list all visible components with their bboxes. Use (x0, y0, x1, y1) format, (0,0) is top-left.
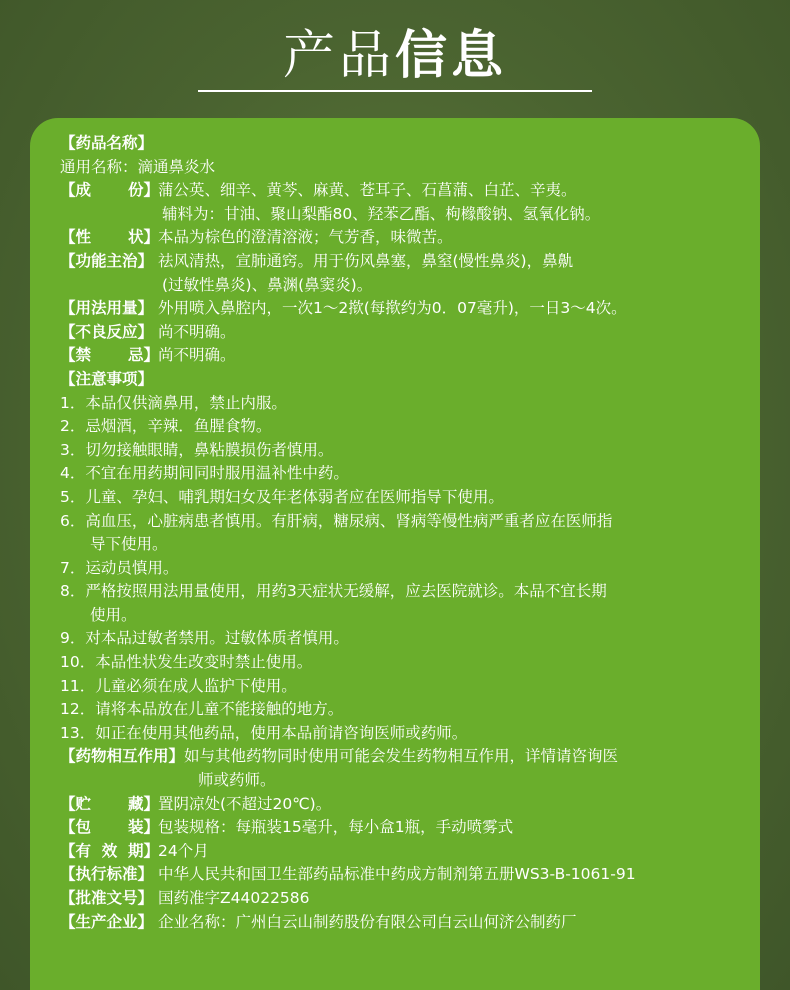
contraindications-row (60, 344, 750, 368)
generic-name-row (60, 156, 750, 180)
validity-label: 【 有 效 期 】 (60, 841, 160, 860)
validity-text: 24个月 (158, 841, 209, 860)
indications-label: 【功能主治】 (60, 251, 154, 270)
approval-row (60, 887, 750, 911)
list-item: 3．切勿接触眼睛，鼻粘膜损伤者慎用。 (60, 440, 334, 459)
drug-name-label: 【药品名称】 (60, 134, 154, 152)
interactions-text: 如与其他药物同时使用可能会发生药物相互作用，详情请咨询医 (184, 747, 619, 766)
indications-text-cont: (过敏性鼻炎)、鼻渊(鼻窦炎)。 (162, 275, 373, 294)
storage-label: 【 贮 藏 】 (60, 794, 160, 813)
interactions-text-cont: 师或药师。 (198, 771, 276, 790)
adverse-row (60, 321, 750, 345)
list-item: 1．本品仅供滴鼻用，禁止内服。 (60, 393, 287, 412)
drug-name-heading (60, 132, 750, 156)
generic-name-text: 通用名称：滴通鼻炎水 (60, 157, 216, 176)
manufacturer-text: 企业名称：广州白云山制药股份有限公司白云山何济公制药厂 (158, 912, 577, 931)
list-item: 6．高血压，心脏病患者慎用。有肝病，糖尿病、肾病等慢性病严重者应在医师指 (60, 511, 613, 530)
excipients-text: 辅料为：甘油、聚山梨酯80、羟苯乙酯、枸橼酸钠、氢氧化钠。 (162, 204, 601, 223)
dosage-label: 【用法用量】 (60, 299, 154, 318)
storage-text: 置阴凉处(不超过20℃)。 (158, 794, 332, 813)
precautions-label: 【注意事项】 (60, 369, 154, 388)
approval-text: 国药准字Z44022586 (158, 889, 310, 907)
properties-text: 本品为棕色的澄清溶液；气芳香，味微苦。 (158, 228, 453, 247)
list-item-cont: 使用。 (90, 605, 137, 624)
validity-row (60, 840, 750, 864)
list-item: 10．本品性状发生改变时禁止使用。 (60, 653, 313, 672)
manufacturer-label: 【生产企业】 (60, 912, 154, 931)
packaging-row (60, 816, 750, 840)
list-item: 11．儿童必须在成人监护下使用。 (60, 676, 297, 695)
title-part-1: 产品 (282, 26, 395, 86)
standard-text: 中华人民共和国卫生部药品标准中药成方制剂第五册WS3-B-1061-91 (158, 865, 636, 884)
list-item: 13．如正在使用其他药品，使用本品前请咨询医师或药师。 (60, 723, 468, 742)
indications-text: 祛风清热，宣肺通窍。用于伤风鼻塞，鼻窒(慢性鼻炎)，鼻鼽 (158, 251, 574, 270)
list-item: 7．运动员慎用。 (60, 558, 179, 577)
packaging-text: 包装规格：每瓶装15毫升，每小盒1瓶，手动喷雾式 (158, 818, 514, 837)
packaging-label: 【 包 装 】 (60, 818, 160, 837)
list-item: 4．不宜在用药期间同时服用温补性中药。 (60, 464, 349, 483)
properties-row (60, 226, 750, 250)
excipients-row (60, 203, 750, 227)
contraindications-text: 尚不明确。 (158, 346, 236, 365)
adverse-label: 【不良反应】 (60, 322, 154, 341)
indications-row-cont (60, 274, 750, 298)
manufacturer-row (60, 911, 750, 935)
ingredients-label: 【 成 份 】 (60, 181, 160, 200)
storage-row (60, 793, 750, 817)
list-item-cont: 导下使用。 (90, 535, 168, 554)
ingredients-row (60, 179, 750, 203)
properties-label: 【 性 状 】 (60, 228, 160, 247)
list-item: 9．对本品过敏者禁用。过敏体质者慎用。 (60, 629, 349, 648)
dosage-text: 外用喷入鼻腔内，一次1～2揿(每揿约为0．07毫升)，一日3～4次。 (158, 299, 627, 318)
approval-label: 【批准文号】 (60, 889, 154, 907)
precautions-heading (60, 368, 750, 392)
standard-label: 【执行标准】 (60, 865, 154, 884)
page-title (0, 28, 790, 84)
interactions-label: 【药物相互作用】 (60, 747, 185, 766)
standard-row (60, 863, 750, 887)
dosage-row (60, 297, 750, 321)
list-item: 5．儿童、孕妇、哺乳期妇女及年老体弱者应在医师指导下使用。 (60, 487, 504, 506)
title-underline (198, 90, 592, 92)
adverse-text: 尚不明确。 (158, 322, 236, 341)
list-item: 2．忌烟酒，辛辣．鱼腥食物。 (60, 417, 272, 436)
contraindications-label: 【 禁 忌 】 (60, 346, 160, 365)
list-item: 8．严格按照用法用量使用，用药3天症状无缓解，应去医院就诊。本品不宜长期 (60, 582, 607, 601)
interactions-row (60, 745, 750, 769)
interactions-row-cont (60, 769, 750, 793)
product-info-content (60, 132, 750, 934)
ingredients-text: 蒲公英、细辛、黄芩、麻黄、苍耳子、石菖蒲、白芷、辛夷。 (158, 181, 577, 200)
list-item: 12．请将本品放在儿童不能接触的地方。 (60, 700, 344, 719)
title-part-2: 信息 (395, 26, 508, 86)
indications-row (60, 250, 750, 274)
